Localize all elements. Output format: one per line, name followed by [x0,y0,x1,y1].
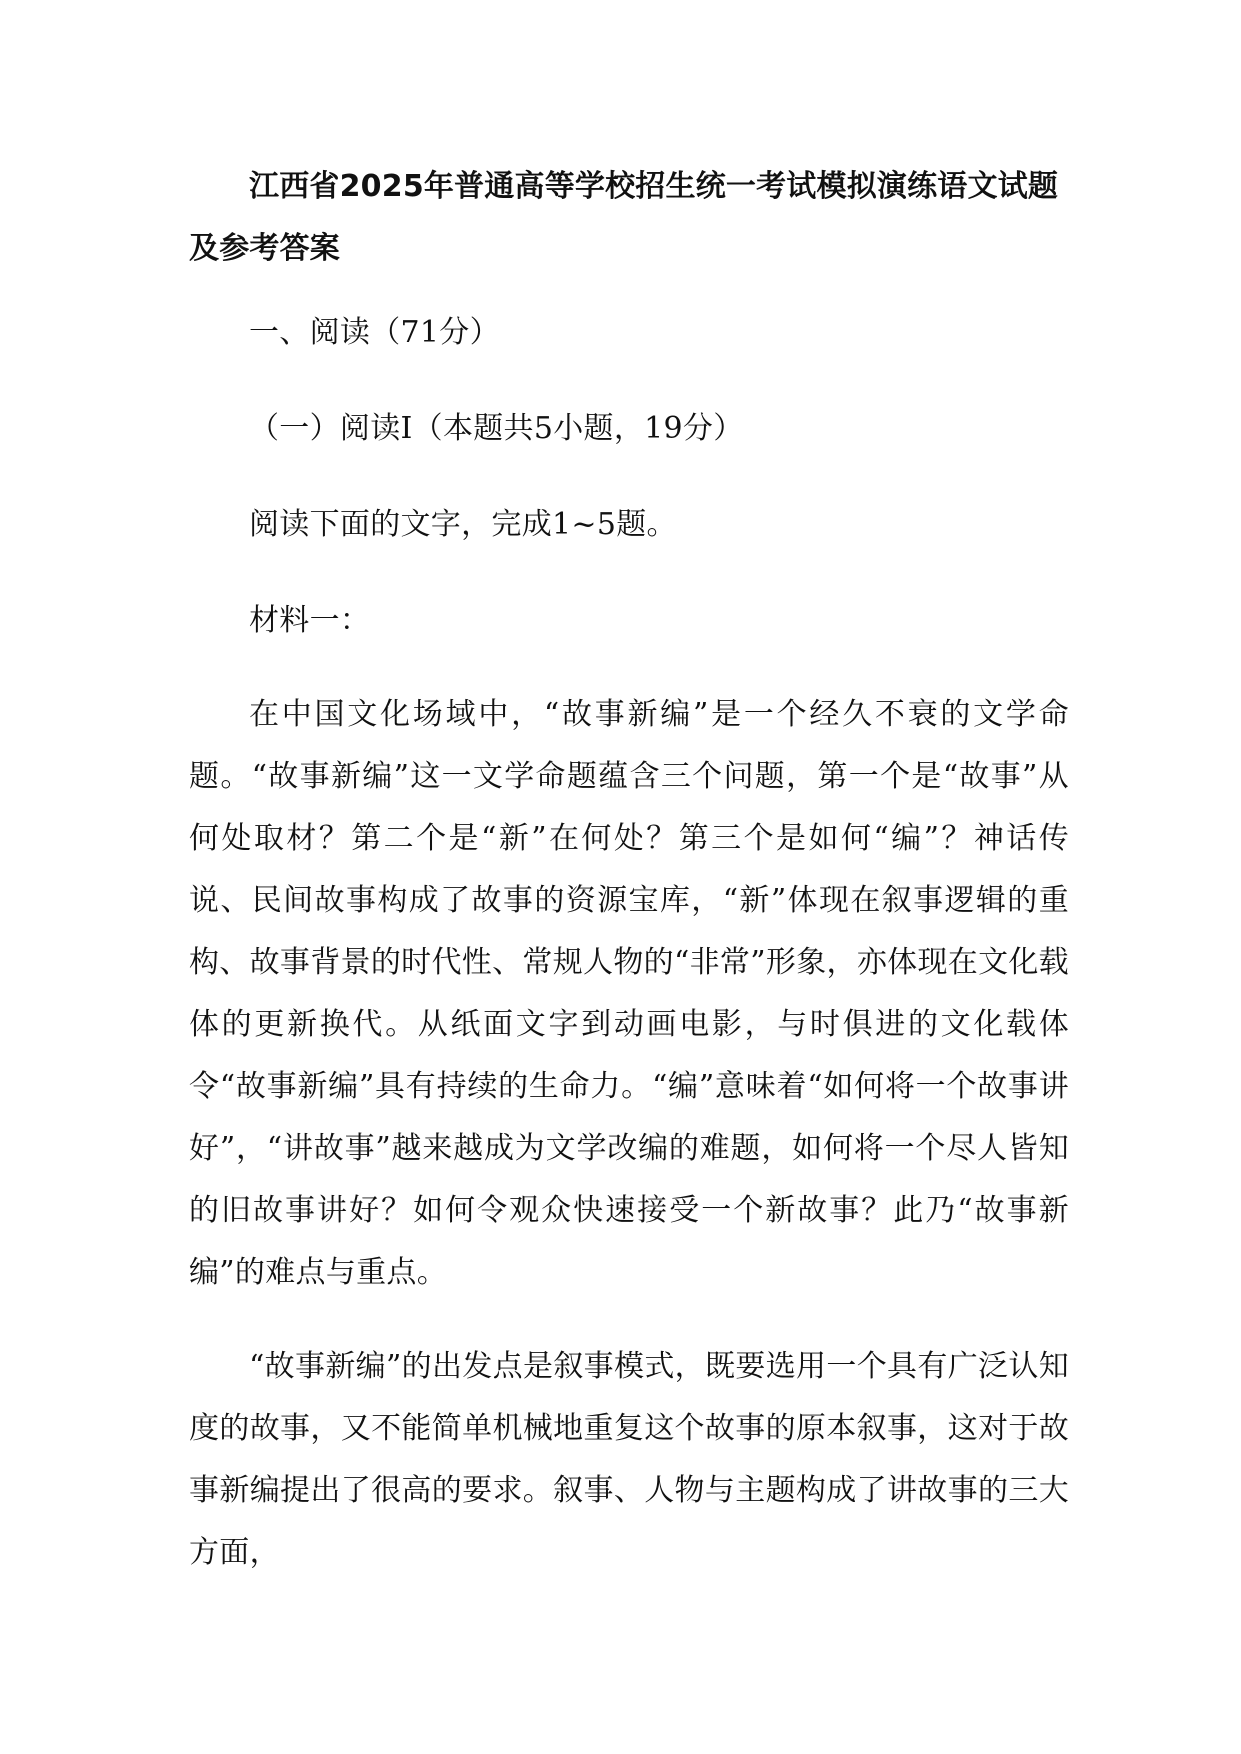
paragraph: 在中国文化场域中，“故事新编”是一个经久不衰的文学命题。“故事新编”这一文学命题蕴含三个问题，第一个是“故事”从何处取材？第二个是“新”在何处？第三个是如何“编”？神话传说、民间故事构成了故事的资源宝库，“新”体现在叙事逻辑的重构、故事背景的时代性、常规人物的“非常”形象，亦体现在文化载体的更新换代。从纸面文字到动画电影，与时俱进的文化载体令“故事新编”具有持续的生命力。“编”意味着“如何将一个故事讲好”，“讲故事”越来越成为文学改编的难题，如何将一个尽人皆知的旧故事讲好？如何令观众快速接受一个新故事？此乃“故事新编”的难点与重点。 [189,697,1069,1290]
section-heading: 一、阅读（71分） [249,315,500,350]
subsection-heading: （一）阅读Ⅰ（本题共5小题，19分） [249,411,744,446]
material-label: 材料一： [249,603,371,638]
paragraph: “故事新编”的出发点是叙事模式，既要选用一个具有广泛认知度的故事，又不能简单机械地重复这个故事的原本叙事，这对于故事新编提出了很高的要求。叙事、人物与主题构成了讲故事的三大方面， [189,1349,1069,1570]
document-title: 江西省2025年普通高等学校招生统一考试模拟演练语文试题及参考答案 [189,169,1059,266]
document-body [189,156,1069,1584]
reading-instruction: 阅读下面的文字，完成1~5题。 [249,507,677,542]
